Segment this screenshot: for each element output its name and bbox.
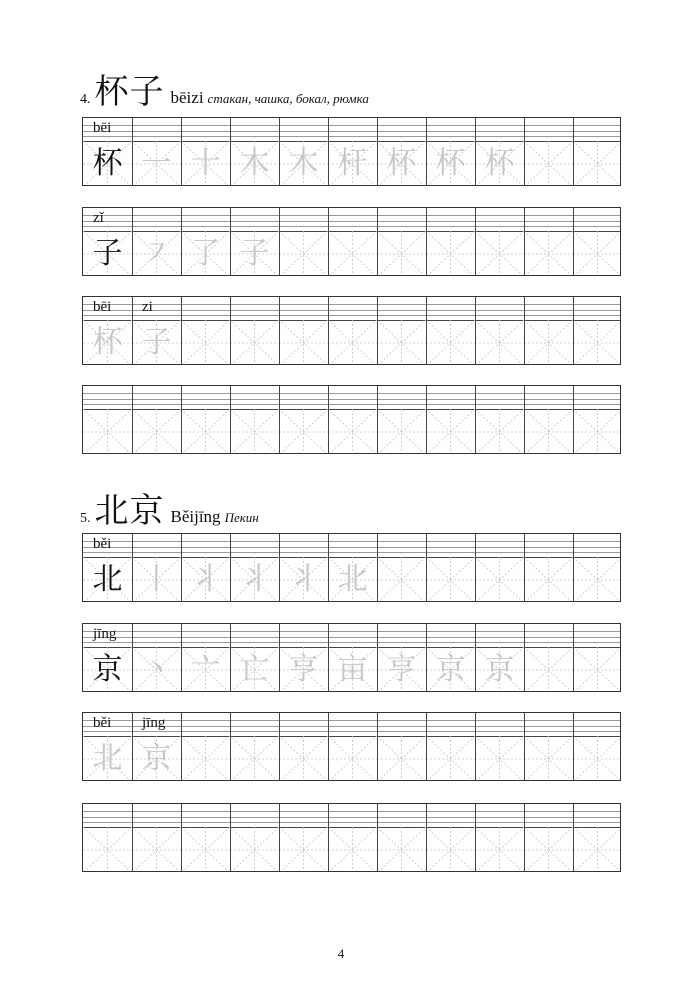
model-character: 杯 (92, 146, 123, 181)
cell-divider (524, 713, 525, 780)
pinyin-guide-line (83, 393, 620, 394)
writing-cell[interactable] (573, 736, 621, 781)
cell-divider (328, 713, 329, 780)
pinyin-row (83, 804, 620, 828)
cell-divider (573, 386, 574, 453)
writing-cell[interactable] (377, 827, 426, 872)
cell-divider (426, 713, 427, 780)
trace-character: 亨 (288, 652, 319, 687)
pinyin-label: zi (142, 299, 153, 315)
cell-divider (377, 386, 378, 453)
practice-grid (82, 533, 621, 602)
cell-divider (426, 534, 427, 601)
pinyin-guide-line (83, 552, 620, 553)
writing-cell[interactable] (377, 231, 426, 276)
writing-cell[interactable] (279, 231, 328, 276)
character-row (83, 647, 620, 691)
cell-guide-line (573, 320, 621, 365)
character-row (83, 141, 620, 185)
writing-cell[interactable] (573, 231, 621, 276)
trace-character: 了 (190, 236, 221, 271)
pinyin-row (83, 208, 620, 232)
cell-divider (524, 386, 525, 453)
pinyin-guide-line (83, 637, 620, 638)
writing-cell[interactable] (573, 320, 621, 365)
practice-grid (82, 712, 621, 781)
writing-cell[interactable] (230, 409, 279, 454)
cell-divider (426, 297, 427, 364)
pinyin-guide-line (83, 315, 620, 316)
cell-divider (279, 118, 280, 185)
character-row (83, 409, 620, 453)
trace-character: ㇇ (141, 236, 172, 271)
cell-divider (230, 386, 231, 453)
writing-cell[interactable] (279, 736, 328, 781)
trace-character: 京 (435, 652, 466, 687)
pinyin-guide-line (83, 304, 620, 305)
trace-character: 杆 (337, 146, 368, 181)
cell-divider (132, 118, 133, 185)
trace-character: 杯 (386, 146, 417, 181)
cell-divider (377, 118, 378, 185)
cell-divider (181, 297, 182, 364)
cell-divider (573, 624, 574, 691)
trace-character: 丬 (190, 562, 221, 597)
cell-guide-line (573, 557, 621, 602)
trace-character: 丨 (141, 562, 172, 597)
writing-cell[interactable] (524, 557, 573, 602)
pinyin-guide-line (83, 215, 620, 216)
writing-cell[interactable] (475, 736, 524, 781)
writing-cell[interactable] (132, 409, 181, 454)
practice-grid (82, 803, 621, 872)
cell-divider (475, 386, 476, 453)
writing-cell[interactable] (573, 409, 621, 454)
writing-cell[interactable] (475, 409, 524, 454)
cell-guide-line (573, 141, 621, 186)
trace-character: 亩 (337, 652, 368, 687)
cell-divider (230, 624, 231, 691)
cell-divider (524, 624, 525, 691)
cell-divider (475, 804, 476, 871)
section-heading (80, 64, 369, 113)
writing-cell[interactable] (230, 320, 279, 365)
trace-character: 北 (92, 741, 123, 776)
pinyin-label: bēi (93, 120, 112, 136)
cell-divider (328, 624, 329, 691)
pinyin-guide-line (83, 221, 620, 222)
writing-cell[interactable] (328, 231, 377, 276)
cell-divider (328, 118, 329, 185)
writing-cell[interactable] (426, 827, 475, 872)
writing-cell[interactable] (377, 320, 426, 365)
cell-divider (524, 804, 525, 871)
cell-divider (279, 624, 280, 691)
cell-divider (132, 713, 133, 780)
section-heading (80, 483, 259, 532)
cell-divider (475, 624, 476, 691)
writing-cell[interactable] (83, 409, 132, 454)
writing-cell[interactable] (475, 231, 524, 276)
trace-character: 杯 (435, 146, 466, 181)
character-row (83, 231, 620, 275)
section-pinyin: bēizi (170, 88, 204, 107)
section-pinyin: Běijīng (170, 507, 221, 526)
cell-divider (132, 208, 133, 275)
trace-character: 杯 (92, 325, 123, 360)
cell-divider (475, 118, 476, 185)
writing-cell[interactable] (279, 827, 328, 872)
cell-divider (377, 534, 378, 601)
cell-divider (230, 297, 231, 364)
pinyin-guide-line (83, 399, 620, 400)
writing-cell[interactable] (377, 736, 426, 781)
section-translation: стакан, чашка, бокал, рюмка (207, 91, 369, 106)
cell-divider (279, 713, 280, 780)
writing-cell[interactable] (524, 647, 573, 692)
writing-cell[interactable] (573, 141, 621, 186)
cell-divider (426, 624, 427, 691)
cell-divider (475, 534, 476, 601)
cell-divider (279, 208, 280, 275)
writing-cell[interactable] (181, 736, 230, 781)
practice-grid (82, 117, 621, 186)
cell-divider (279, 804, 280, 871)
cell-divider (475, 297, 476, 364)
pinyin-guide-line (83, 822, 620, 823)
cell-divider (181, 804, 182, 871)
trace-character: 京 (141, 741, 172, 776)
pinyin-row (83, 624, 620, 648)
pinyin-guide-line (83, 404, 620, 405)
trace-character: 北 (337, 562, 368, 597)
cell-divider (279, 386, 280, 453)
cell-divider (524, 534, 525, 601)
cell-divider (573, 118, 574, 185)
cell-guide-line (573, 827, 621, 872)
cell-divider (377, 713, 378, 780)
trace-character: 丬 (239, 562, 270, 597)
trace-character: 子 (141, 325, 172, 360)
writing-cell[interactable] (328, 409, 377, 454)
pinyin-guide-line (83, 125, 620, 126)
pinyin-row (83, 386, 620, 410)
cell-divider (181, 624, 182, 691)
writing-cell[interactable] (181, 320, 230, 365)
cell-divider (230, 804, 231, 871)
writing-cell[interactable] (377, 409, 426, 454)
pinyin-label: jīng (142, 715, 166, 731)
cell-divider (377, 804, 378, 871)
writing-cell[interactable] (83, 827, 132, 872)
pinyin-label: bēi (93, 299, 112, 315)
pinyin-row (83, 534, 620, 558)
model-character: 京 (92, 652, 123, 687)
trace-character: 亨 (386, 652, 417, 687)
writing-cell[interactable] (328, 320, 377, 365)
cell-divider (132, 804, 133, 871)
writing-cell[interactable] (279, 320, 328, 365)
writing-cell[interactable] (475, 827, 524, 872)
writing-cell[interactable] (181, 409, 230, 454)
cell-divider (279, 297, 280, 364)
pinyin-guide-line (83, 541, 620, 542)
trace-character: 亡 (239, 652, 270, 687)
practice-grid (82, 296, 621, 365)
cell-divider (230, 118, 231, 185)
writing-cell[interactable] (181, 827, 230, 872)
cell-divider (328, 208, 329, 275)
model-character: 子 (92, 236, 123, 271)
cell-divider (377, 208, 378, 275)
writing-cell[interactable] (524, 320, 573, 365)
cell-divider (181, 534, 182, 601)
pinyin-row (83, 118, 620, 142)
writing-cell[interactable] (573, 827, 621, 872)
trace-character: 一 (141, 146, 172, 181)
cell-divider (573, 297, 574, 364)
cell-divider (377, 297, 378, 364)
section-translation: Пекин (224, 510, 259, 525)
writing-cell[interactable] (279, 409, 328, 454)
section-word: 北京 (94, 491, 165, 531)
cell-divider (426, 804, 427, 871)
writing-cell[interactable] (524, 141, 573, 186)
cell-guide-line (573, 231, 621, 276)
writing-cell[interactable] (475, 557, 524, 602)
writing-cell[interactable] (426, 736, 475, 781)
cell-divider (573, 534, 574, 601)
cell-divider (279, 534, 280, 601)
cell-divider (426, 208, 427, 275)
pinyin-guide-line (83, 226, 620, 227)
cell-divider (524, 297, 525, 364)
trace-character: 十 (190, 146, 221, 181)
cell-divider (573, 804, 574, 871)
cell-guide-line (573, 647, 621, 692)
cell-divider (181, 118, 182, 185)
writing-cell[interactable] (524, 409, 573, 454)
cell-divider (328, 297, 329, 364)
cell-guide-line (573, 736, 621, 781)
section-number: 4. (80, 92, 91, 107)
pinyin-guide-line (83, 817, 620, 818)
pinyin-guide-line (83, 811, 620, 812)
pinyin-label: zǐ (93, 210, 104, 226)
pinyin-guide-line (83, 547, 620, 548)
trace-character: 木 (239, 146, 270, 181)
writing-cell[interactable] (573, 557, 621, 602)
section-word: 杯子 (94, 72, 165, 112)
writing-cell[interactable] (426, 557, 475, 602)
pinyin-guide-line (83, 131, 620, 132)
practice-grid (82, 623, 621, 692)
character-row (83, 827, 620, 871)
pinyin-row (83, 297, 620, 321)
cell-divider (475, 713, 476, 780)
writing-cell[interactable] (475, 320, 524, 365)
pinyin-label: běi (93, 536, 112, 552)
trace-character: 亠 (190, 652, 221, 687)
trace-character: 京 (484, 652, 515, 687)
pinyin-row (83, 713, 620, 737)
cell-divider (181, 208, 182, 275)
cell-divider (426, 386, 427, 453)
practice-grid (82, 207, 621, 276)
writing-cell[interactable] (377, 557, 426, 602)
cell-divider (328, 534, 329, 601)
cell-divider (230, 208, 231, 275)
cell-divider (132, 297, 133, 364)
writing-cell[interactable] (328, 736, 377, 781)
cell-divider (573, 713, 574, 780)
cell-divider (181, 386, 182, 453)
pinyin-guide-line (83, 310, 620, 311)
cell-divider (230, 713, 231, 780)
cell-divider (524, 118, 525, 185)
cell-divider (475, 208, 476, 275)
cell-divider (573, 208, 574, 275)
cell-divider (377, 624, 378, 691)
writing-cell[interactable] (230, 736, 279, 781)
pinyin-guide-line (83, 642, 620, 643)
cell-divider (328, 804, 329, 871)
character-row (83, 557, 620, 601)
writing-cell[interactable] (426, 320, 475, 365)
pinyin-guide-line (83, 631, 620, 632)
pinyin-guide-line (83, 136, 620, 137)
cell-divider (181, 713, 182, 780)
character-row (83, 320, 620, 364)
writing-cell[interactable] (524, 827, 573, 872)
page-number: 4 (337, 946, 345, 961)
pinyin-label: běi (93, 715, 112, 731)
cell-divider (426, 118, 427, 185)
writing-cell[interactable] (524, 736, 573, 781)
writing-cell[interactable] (328, 827, 377, 872)
section-number: 5. (80, 511, 91, 526)
cell-divider (230, 534, 231, 601)
model-character: 北 (92, 562, 123, 597)
writing-cell[interactable] (132, 827, 181, 872)
pinyin-label: jīng (93, 626, 117, 642)
writing-cell[interactable] (426, 231, 475, 276)
writing-cell[interactable] (573, 647, 621, 692)
trace-character: 木 (288, 146, 319, 181)
practice-grid (82, 385, 621, 454)
writing-cell[interactable] (524, 231, 573, 276)
trace-character: 丬 (288, 562, 319, 597)
cell-divider (132, 386, 133, 453)
cell-guide-line (573, 409, 621, 454)
cell-divider (132, 624, 133, 691)
writing-cell[interactable] (426, 409, 475, 454)
cell-divider (132, 534, 133, 601)
character-row (83, 736, 620, 780)
writing-cell[interactable] (230, 827, 279, 872)
cell-divider (328, 386, 329, 453)
trace-character: 杯 (484, 146, 515, 181)
trace-character: 丶 (141, 652, 172, 687)
cell-divider (524, 208, 525, 275)
trace-character: 子 (239, 236, 270, 271)
